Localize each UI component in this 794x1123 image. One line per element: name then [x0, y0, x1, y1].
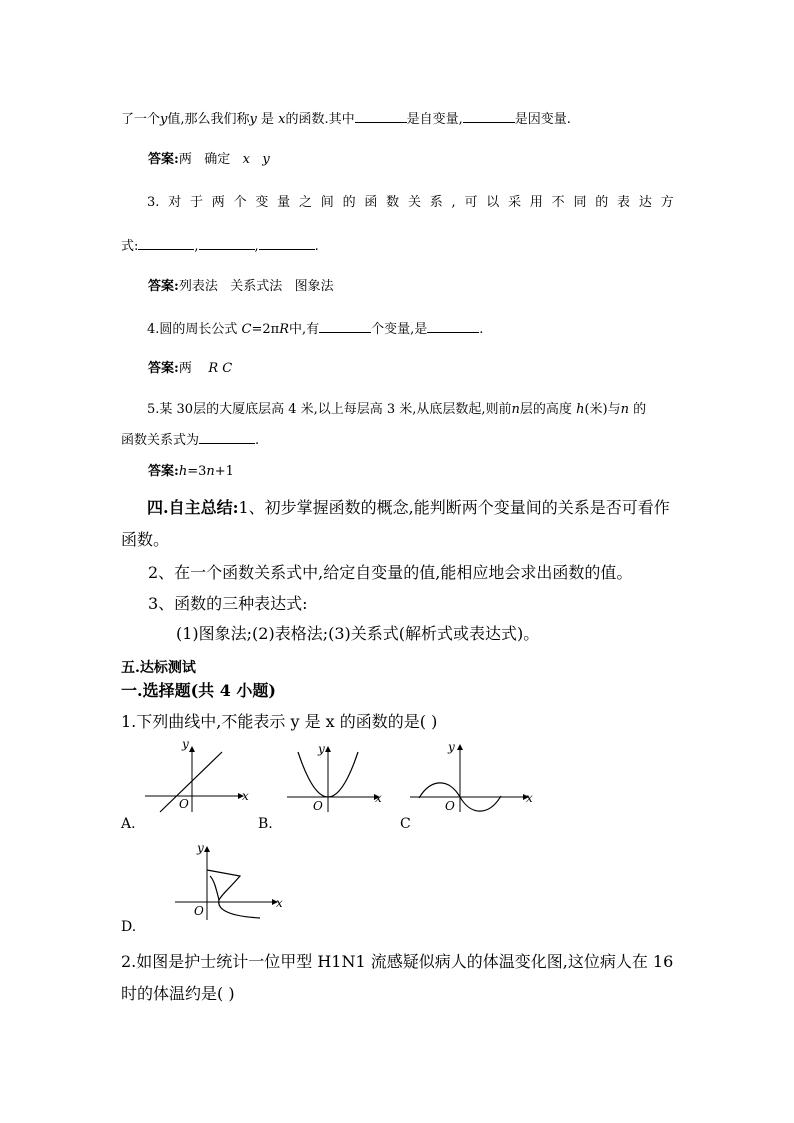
q3-char: 关: [407, 195, 421, 210]
question-4: 4.圆的周长公式 C=2πR中,有 个变量,是 .: [147, 322, 484, 337]
graph-a: [140, 740, 255, 815]
q3-char: 的: [342, 195, 356, 210]
summary-line3: 2、在一个函数关系式中,给定自变量的值,能相应地会求出函数的值。: [148, 563, 633, 582]
option-d[interactable]: D.: [121, 919, 137, 935]
summary-line4: 3、函数的三种表达式:: [148, 594, 308, 613]
question-2-line2: 时的体温约是( ): [121, 984, 235, 1003]
q3-char: 间: [320, 195, 334, 210]
question-3-line1: [147, 194, 674, 212]
q3-char: 的: [595, 195, 609, 210]
q3-char: 以: [486, 195, 500, 210]
blank[interactable]: [259, 237, 315, 250]
blank[interactable]: [138, 237, 194, 250]
question-5-line1: 5.某 30层的大厦底层高 4 米,以上每层高 3 米,从底层数起,则前n层的高度 h(米)与n 的: [147, 402, 647, 417]
q3-char: 变: [255, 195, 269, 210]
answer-3: 答案:列表法 关系式法 图象法: [148, 279, 334, 294]
q3-char: 用: [529, 195, 543, 210]
q3-char: 量: [277, 195, 291, 210]
svg-text:y: y: [448, 740, 455, 754]
answer-5: 答案:h=3n+1: [148, 464, 234, 479]
svg-text:O: O: [179, 797, 189, 811]
section-title: 五.达标测试: [121, 660, 196, 676]
intro-line: 了一个y值,那么我们称y 是 x的函数.其中 是自变量, 是因变量.: [121, 112, 571, 127]
question-5-line2: 函数关系式为 .: [121, 433, 260, 448]
blank[interactable]: [427, 320, 479, 333]
q3-char: 达: [638, 195, 652, 210]
blank[interactable]: [355, 110, 407, 123]
q3-char: 表: [617, 195, 631, 210]
summary-line2: 函数。: [121, 530, 170, 549]
svg-text:O: O: [445, 799, 455, 813]
svg-text:O: O: [194, 904, 204, 918]
blank[interactable]: [199, 237, 255, 250]
graph-b: [282, 740, 387, 815]
q3-char: 个: [233, 195, 247, 210]
summary-line1: 四.自主总结:1、初步掌握函数的概念,能判断两个变量间的关系是否可看作: [147, 498, 670, 517]
q3-char: 采: [508, 195, 522, 210]
q3-char: 系: [429, 195, 443, 210]
svg-text:y: y: [182, 740, 189, 751]
q3-char: 函: [364, 195, 378, 210]
graph-d: [170, 840, 285, 925]
q3-char: 同: [573, 195, 587, 210]
q3-char: 于: [189, 195, 203, 210]
answer-1: 答案:两 确定 x y: [148, 152, 270, 167]
question-2-line1: 2.如图是护士统计一位甲型 H1N1 流感疑似病人的体温变化图,这位病人在 16: [121, 952, 674, 971]
option-b[interactable]: B.: [258, 816, 273, 832]
answer-4: 答案:两 R C: [148, 361, 233, 376]
svg-text:y: y: [318, 742, 325, 756]
blank[interactable]: [463, 110, 515, 123]
option-a[interactable]: A.: [121, 816, 136, 832]
summary-line5: (1)图象法;(2)表格法;(3)关系式(解析式或表达式)。: [176, 624, 540, 643]
q3-char: 之: [298, 195, 312, 210]
svg-text:x: x: [276, 896, 283, 910]
q3-char: 不: [551, 195, 565, 210]
q3-char: 方: [660, 195, 674, 210]
q3-char: 对: [168, 195, 182, 210]
svg-text:x: x: [242, 789, 249, 803]
svg-text:y: y: [197, 841, 204, 855]
q3-char: ,: [451, 195, 456, 210]
question-1: 1.下列曲线中,不能表示 y 是 x 的函数的是( ): [121, 712, 438, 731]
q3-char: 可: [464, 195, 478, 210]
graph-c: [405, 740, 535, 815]
q3-char: 3.: [147, 195, 160, 210]
blank[interactable]: [199, 431, 255, 444]
svg-text:x: x: [526, 791, 533, 805]
svg-text:O: O: [313, 799, 323, 813]
q3-char: 数: [386, 195, 400, 210]
question-3-line2: 式: , , .: [121, 239, 319, 254]
q3-char: 两: [211, 195, 225, 210]
option-c[interactable]: C: [400, 816, 411, 832]
svg-text:x: x: [375, 791, 382, 805]
blank[interactable]: [319, 320, 371, 333]
section-subtitle: 一.选择题(共 4 小题): [121, 681, 276, 700]
